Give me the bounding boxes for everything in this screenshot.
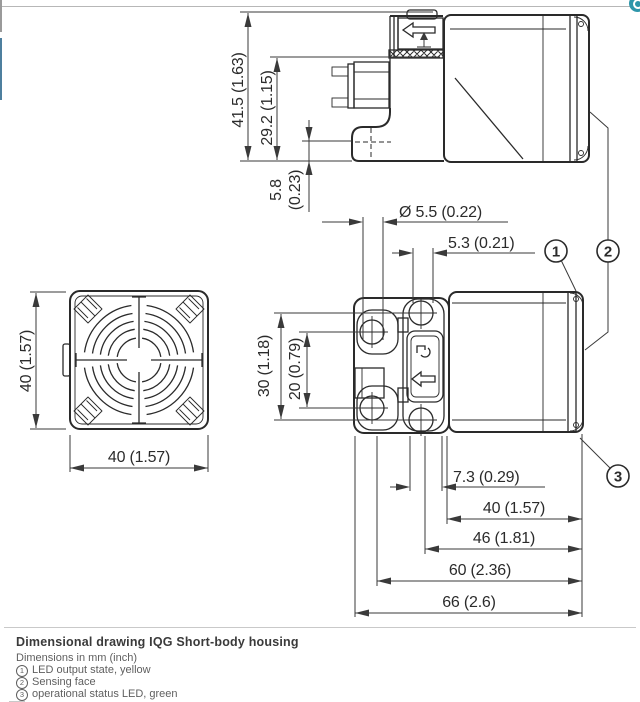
dim-extension-lines xyxy=(355,434,582,617)
dim-40-body xyxy=(447,500,582,523)
insert-arrow-icon xyxy=(412,372,435,386)
top-view xyxy=(332,10,589,162)
dim-20 xyxy=(287,332,362,408)
mount-arrow-icon xyxy=(403,23,435,37)
led-window-bottom xyxy=(579,151,584,156)
callout-1-number: 1 xyxy=(551,243,561,261)
caption-divider xyxy=(4,627,636,628)
legend-item-1 xyxy=(16,665,640,676)
dim-label-7-3: 7.3 (0.29) xyxy=(453,469,520,486)
dim-label-66: 66 (2.6) xyxy=(442,594,496,611)
caption-title: Dimensional drawing IQG Short-body housing xyxy=(16,635,299,649)
legend-marker-3: 3 xyxy=(16,689,28,701)
dim-5-8 xyxy=(268,120,352,212)
dim-7-3 xyxy=(390,469,545,491)
dim-hole-dia xyxy=(322,204,508,340)
dim-front-height xyxy=(18,292,66,429)
dim-60 xyxy=(377,562,582,585)
dim-label-60: 60 (2.36) xyxy=(448,562,512,579)
dim-label-body-40: 40 (1.57) xyxy=(482,500,546,517)
dim-label-46: 46 (1.81) xyxy=(472,530,536,547)
dim-label-foot-inch: (0.23) xyxy=(287,169,304,211)
legend-marker-1: 1 xyxy=(16,665,28,677)
dim-66 xyxy=(355,594,582,617)
caption-section xyxy=(0,627,640,701)
turn-icon xyxy=(417,346,425,353)
callout-2 xyxy=(585,112,619,350)
dim-46 xyxy=(425,530,582,553)
legend-item-3 xyxy=(16,689,640,700)
legend-marker-2: 2 xyxy=(16,677,28,689)
front-view xyxy=(63,291,208,429)
housing-body-rear xyxy=(449,292,583,432)
callout-3-number: 3 xyxy=(613,468,623,486)
dim-label-total-height: 41.5 (1.63) xyxy=(230,52,247,128)
callout-3 xyxy=(580,438,629,487)
dim-label-hole-dia: Ø 5.5 (0.22) xyxy=(399,204,482,221)
dim-front-width xyxy=(70,435,208,472)
rear-view xyxy=(354,292,583,436)
dim-label-upper-height: 29.2 (1.15) xyxy=(259,70,276,146)
caption-subtitle: Dimensions in mm (inch) xyxy=(16,652,138,664)
dim-label-front-width: 40 (1.57) xyxy=(107,449,171,466)
qr-plate xyxy=(407,331,443,402)
legend-text-1: LED output state, yellow xyxy=(32,664,151,676)
callout-2-number: 2 xyxy=(603,243,613,261)
dim-30 xyxy=(256,313,408,420)
dim-label-front-height: 40 (1.57) xyxy=(18,329,35,393)
dim-label-foot-mm: 5.8 xyxy=(268,179,285,201)
legend-item-2 xyxy=(16,677,640,688)
led-window-top xyxy=(579,22,584,27)
housing-body-top xyxy=(444,15,589,162)
dim-label-hole-offset: 5.3 (0.21) xyxy=(448,235,515,252)
legend-text-3: operational status LED, green xyxy=(32,688,178,700)
side-tab xyxy=(63,344,70,376)
connector xyxy=(332,62,389,108)
legend-text-2: Sensing face xyxy=(32,676,96,688)
dim-label-span-20: 20 (0.79) xyxy=(287,337,304,401)
callout-1 xyxy=(545,240,576,291)
dim-label-span-30: 30 (1.18) xyxy=(256,334,273,398)
